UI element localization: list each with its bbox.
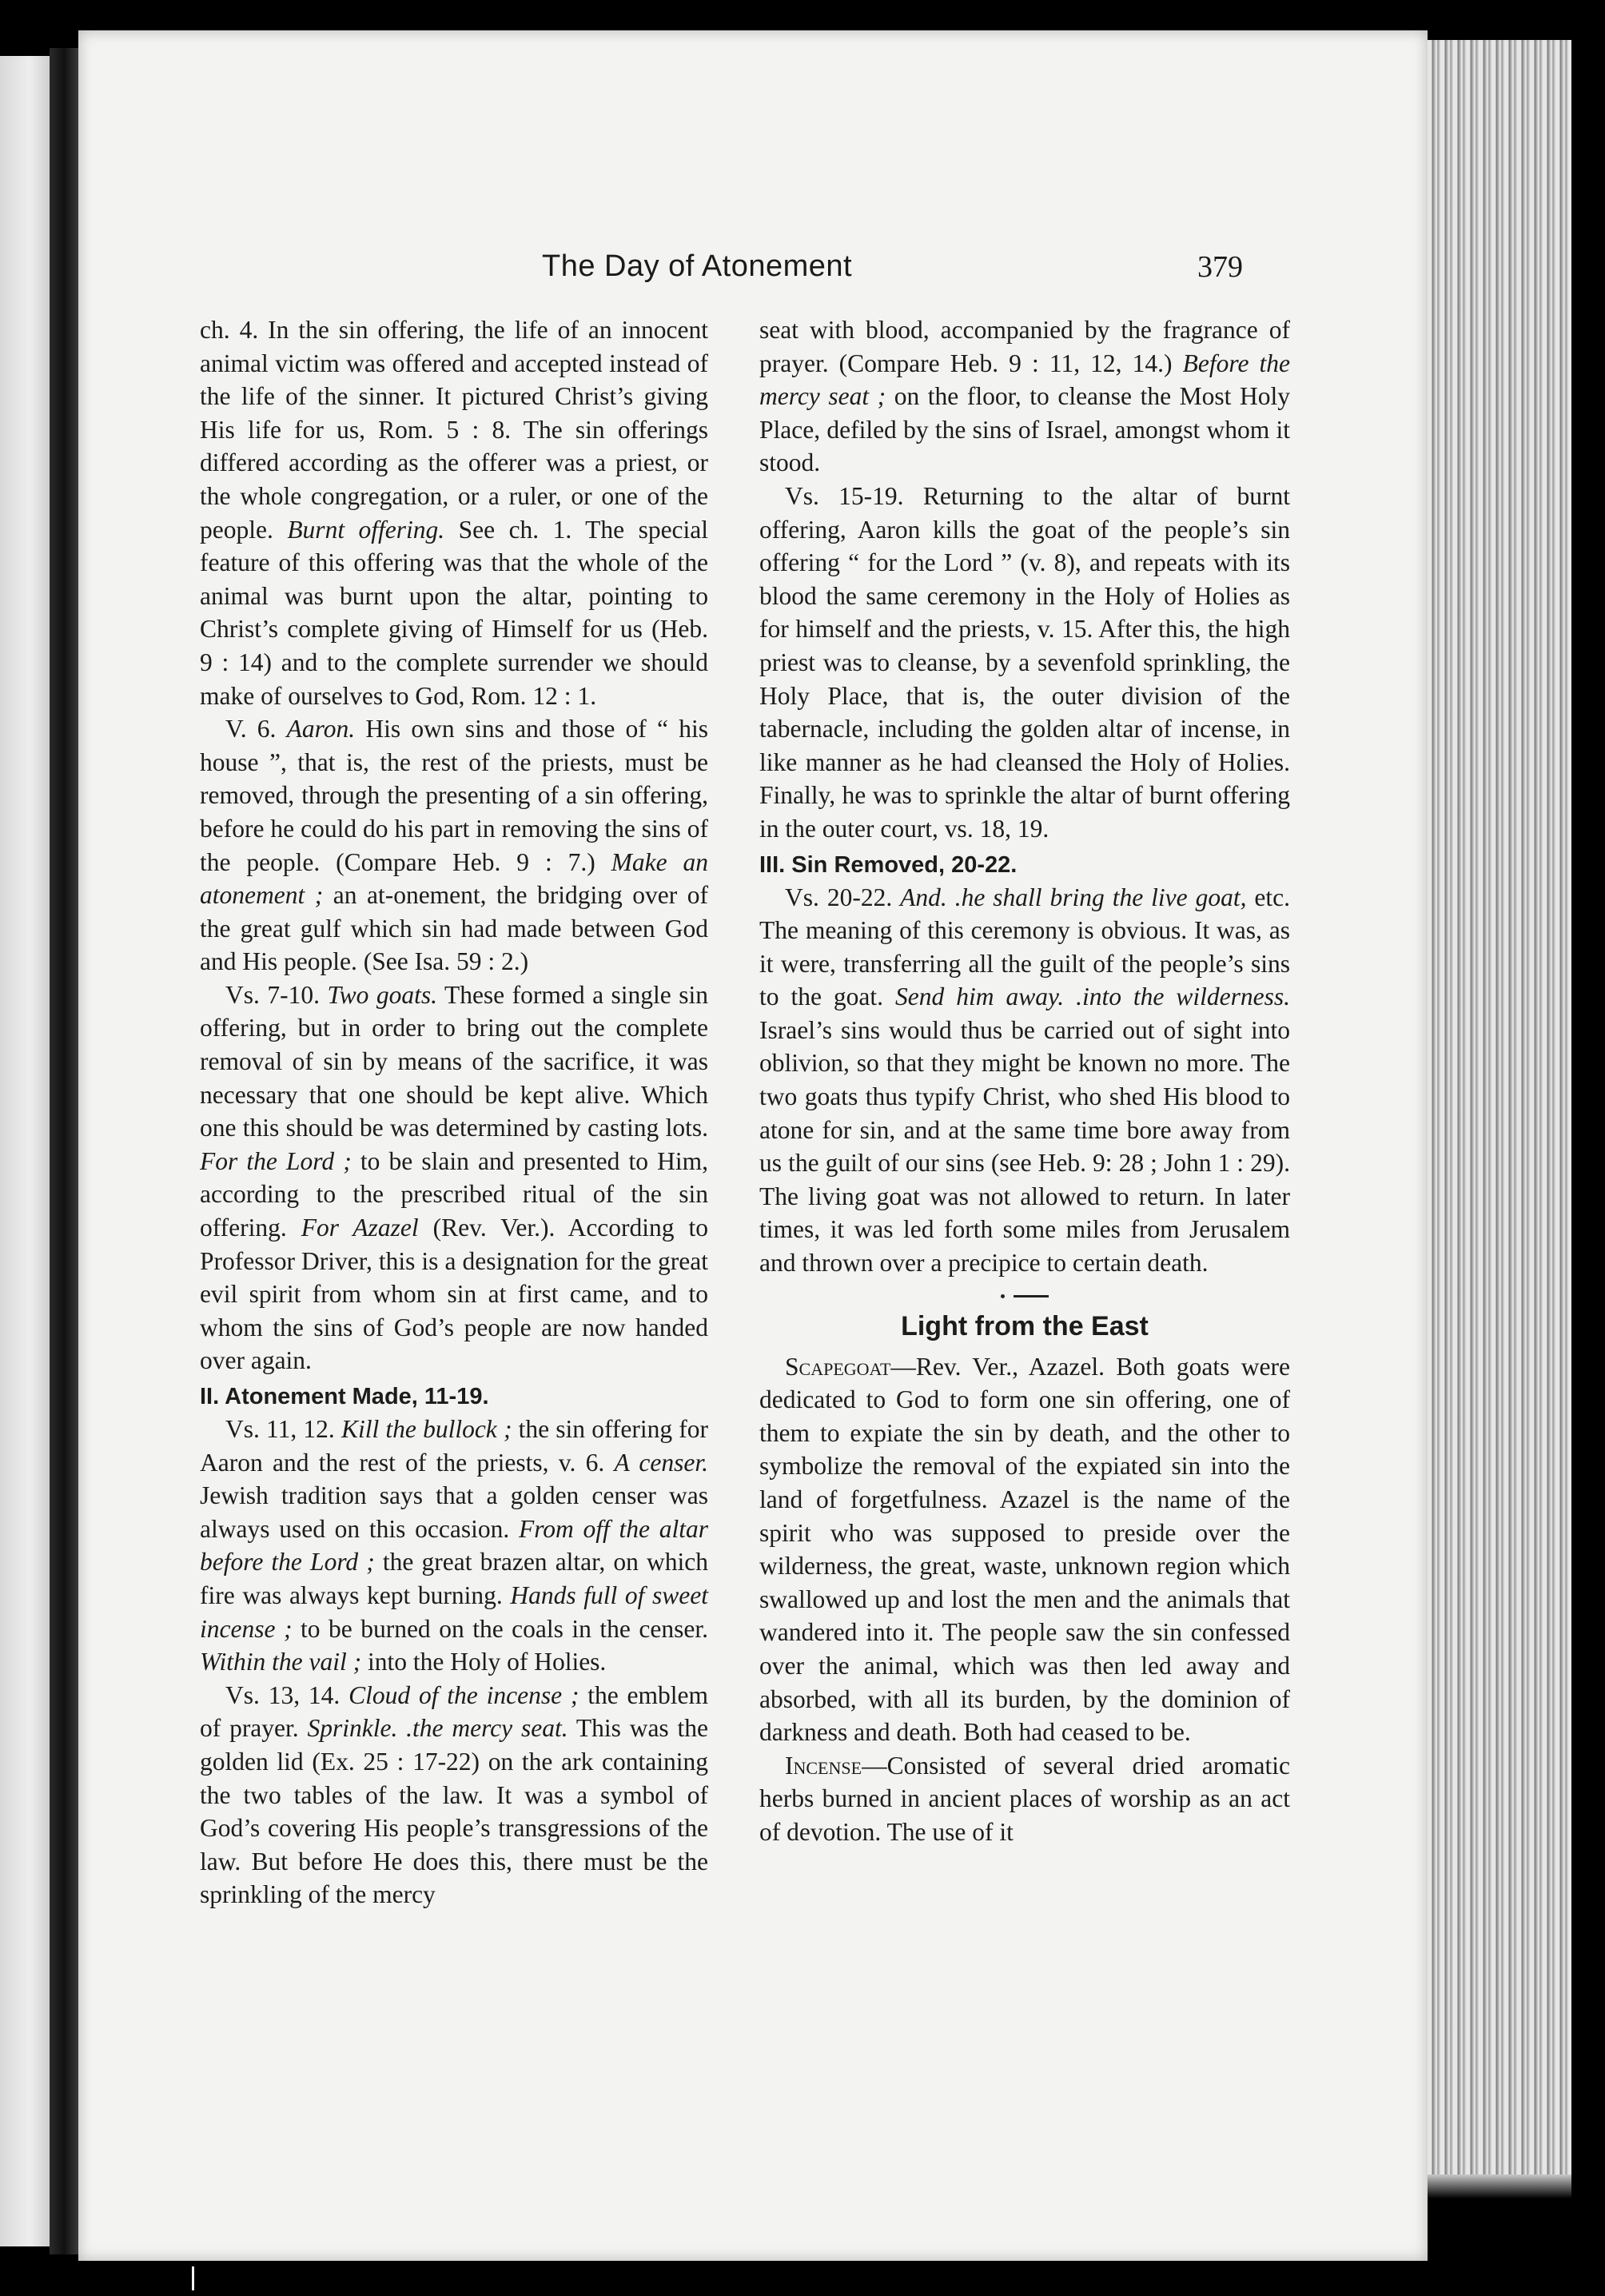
paragraph: ch. 4. In the sin offering, the life of an innocent animal victim was offered and accepted instead of the life of the sinner. It pictured Christ’s giving His life for us, Rom. 5 : 8. The sin offerings differed according as the offerer was a priest, or the whole congregation, or a ruler, or one of the people. Burnt offering. See ch. 1. The special feature of this offering was that the whole of the animal was burnt upon the altar, pointing to Christ’s complete giving of Himself for us (Heb. 9 : 14) and to the complete surrender we should make of ourselves to God, Rom. 12 : 1. — [200, 316, 709, 710]
left-column — [200, 313, 708, 1911]
paragraph: Vs. 11, 12. Kill the bullock ; the sin offering for Aaron and the rest of the priests, v. 6. A censer. Jewish tradition says that a golden censer was always used on this occasion. From off the altar before the Lord ; the great brazen altar, on which fire was always kept burning. Hands full of sweet incense ; to be burned on the coals in the censer. Within the vail ; into the Holy of Holies. — [200, 1415, 709, 1676]
paragraph: Vs. 7-10. Two goats. These formed a single sin offering, but in order to bring out the complete removal of sin by means of the sacrifice, it was necessary that one should be kept alive. Which one this should be was determined by casting lots. For the Lord ; to be slain and presented to Him, according to the prescribed ritual of the sin offering. For Azazel (Rev. Ver.). According to Professor Driver, this is a designation for the great evil spirit from whom sin at first came, and to whom the sins of God’s people are now handed over again. — [200, 980, 709, 1375]
section-subheading: III. Sin Removed, 20-22. — [759, 851, 1018, 878]
paragraph: Scapegoat—Rev. Ver., Azazel. Both goats were dedicated to God to form one sin offering, one of them to expiate the sin by death, and the other to symbolize the removal of the expiated sin into the land of forgetfulness. Azazel is the name of the spirit who was supposed to preside over the wilderness, the great, waste, unknown region which swallowed up and lost the men and the animals that wandered into it. The people saw the sin confessed over the animal, which was then led away and absorbed, with all its burden, by the dominion of darkness and death. Both had ceased to be. — [759, 1352, 1290, 1747]
entry-term: Scapegoat — [785, 1352, 891, 1381]
previous-page-edge — [0, 56, 50, 2246]
running-title: The Day of Atonement — [542, 249, 853, 283]
divider-dash — [1014, 1295, 1049, 1297]
book-gutter — [50, 48, 78, 2254]
paragraph: Vs. 20-22. And. .he shall bring the live goat, etc. The meaning of this ceremony is obvious. It was, as it were, transferring all the guilt of the people’s sins to the goat. Send him away. .into the wilderness. Israel’s sins would thus be carried out of sight into oblivion, so that they might be known no more. The two goats thus typify Christ, who shed His blood to atone for sin, and at the same time bore away from us the guilt of our sins (see Heb. 9: 28 ; John 1 : 29). The living goat was not allowed to return. In later times, it was led forth some miles from Jerusalem and thrown over a precipice to certain death. — [759, 883, 1291, 1278]
entry-term: Incense — [785, 1751, 862, 1780]
section-title: Light from the East — [901, 1310, 1149, 1341]
section-subheading: II. Atonement Made, 11-19. — [200, 1384, 489, 1409]
paragraph: Incense—Consisted of several dried aromatic herbs burned in ancient places of worship as an act of devotion. The use of it — [759, 1751, 1290, 1846]
page-header — [78, 249, 1428, 297]
section-divider — [1001, 1291, 1049, 1301]
right-column — [759, 313, 1290, 1849]
paragraph: Vs. 15-19. Returning to the altar of burnt offering, Aaron kills the goat of the people’s sin offering “ for the Lord ” (v. 8), and repeats with its blood the same ceremony in the Holy of Holies as for himself and the priests, v. 15. After this, the high priest was to cleanse, by a sevenfold sprinkling, the Holy Place, that is, the outer division of the tabernacle, including the golden altar of incense, in like manner as he had cleansed the Holy of Holies. Finally, he was to sprinkle the altar of burnt offering in the outer court, vs. 18, 19. — [759, 481, 1290, 843]
divider-dot — [1001, 1294, 1005, 1298]
paragraph: Vs. 13, 14. Cloud of the incense ; the emblem of prayer. Sprinkle. .the mercy seat. This was the golden lid (Ex. 25 : 17-22) on the ark containing the two tables of the law. It was a symbol of God’s covering His people’s transgressions of the law. But before He does this, there must be the sprinkling of the mercy — [200, 1680, 709, 1909]
paragraph: seat with blood, accompanied by the fragrance of prayer. (Compare Heb. 9 : 11, 12, 14.) Before the mercy seat ; on the floor, to cleanse the Most Holy Place, defiled by the sins of Israel, amongst whom it stood. — [759, 316, 1291, 477]
scan-artifact — [192, 2266, 194, 2290]
paragraph: V. 6. Aaron. His own sins and those of “ his house ”, that is, the rest of the priests, must be removed, through the presenting of a sin offering, before he could do his part in removing the sins of the people. (Compare Heb. 9 : 7.) Make an atonement ; an at-onement, the bridging over of the great gulf which sin had made between God and His people. (See Isa. 59 : 2.) — [200, 715, 709, 976]
page-stack-edge — [1428, 40, 1571, 2174]
page-number: 379 — [1197, 250, 1243, 284]
